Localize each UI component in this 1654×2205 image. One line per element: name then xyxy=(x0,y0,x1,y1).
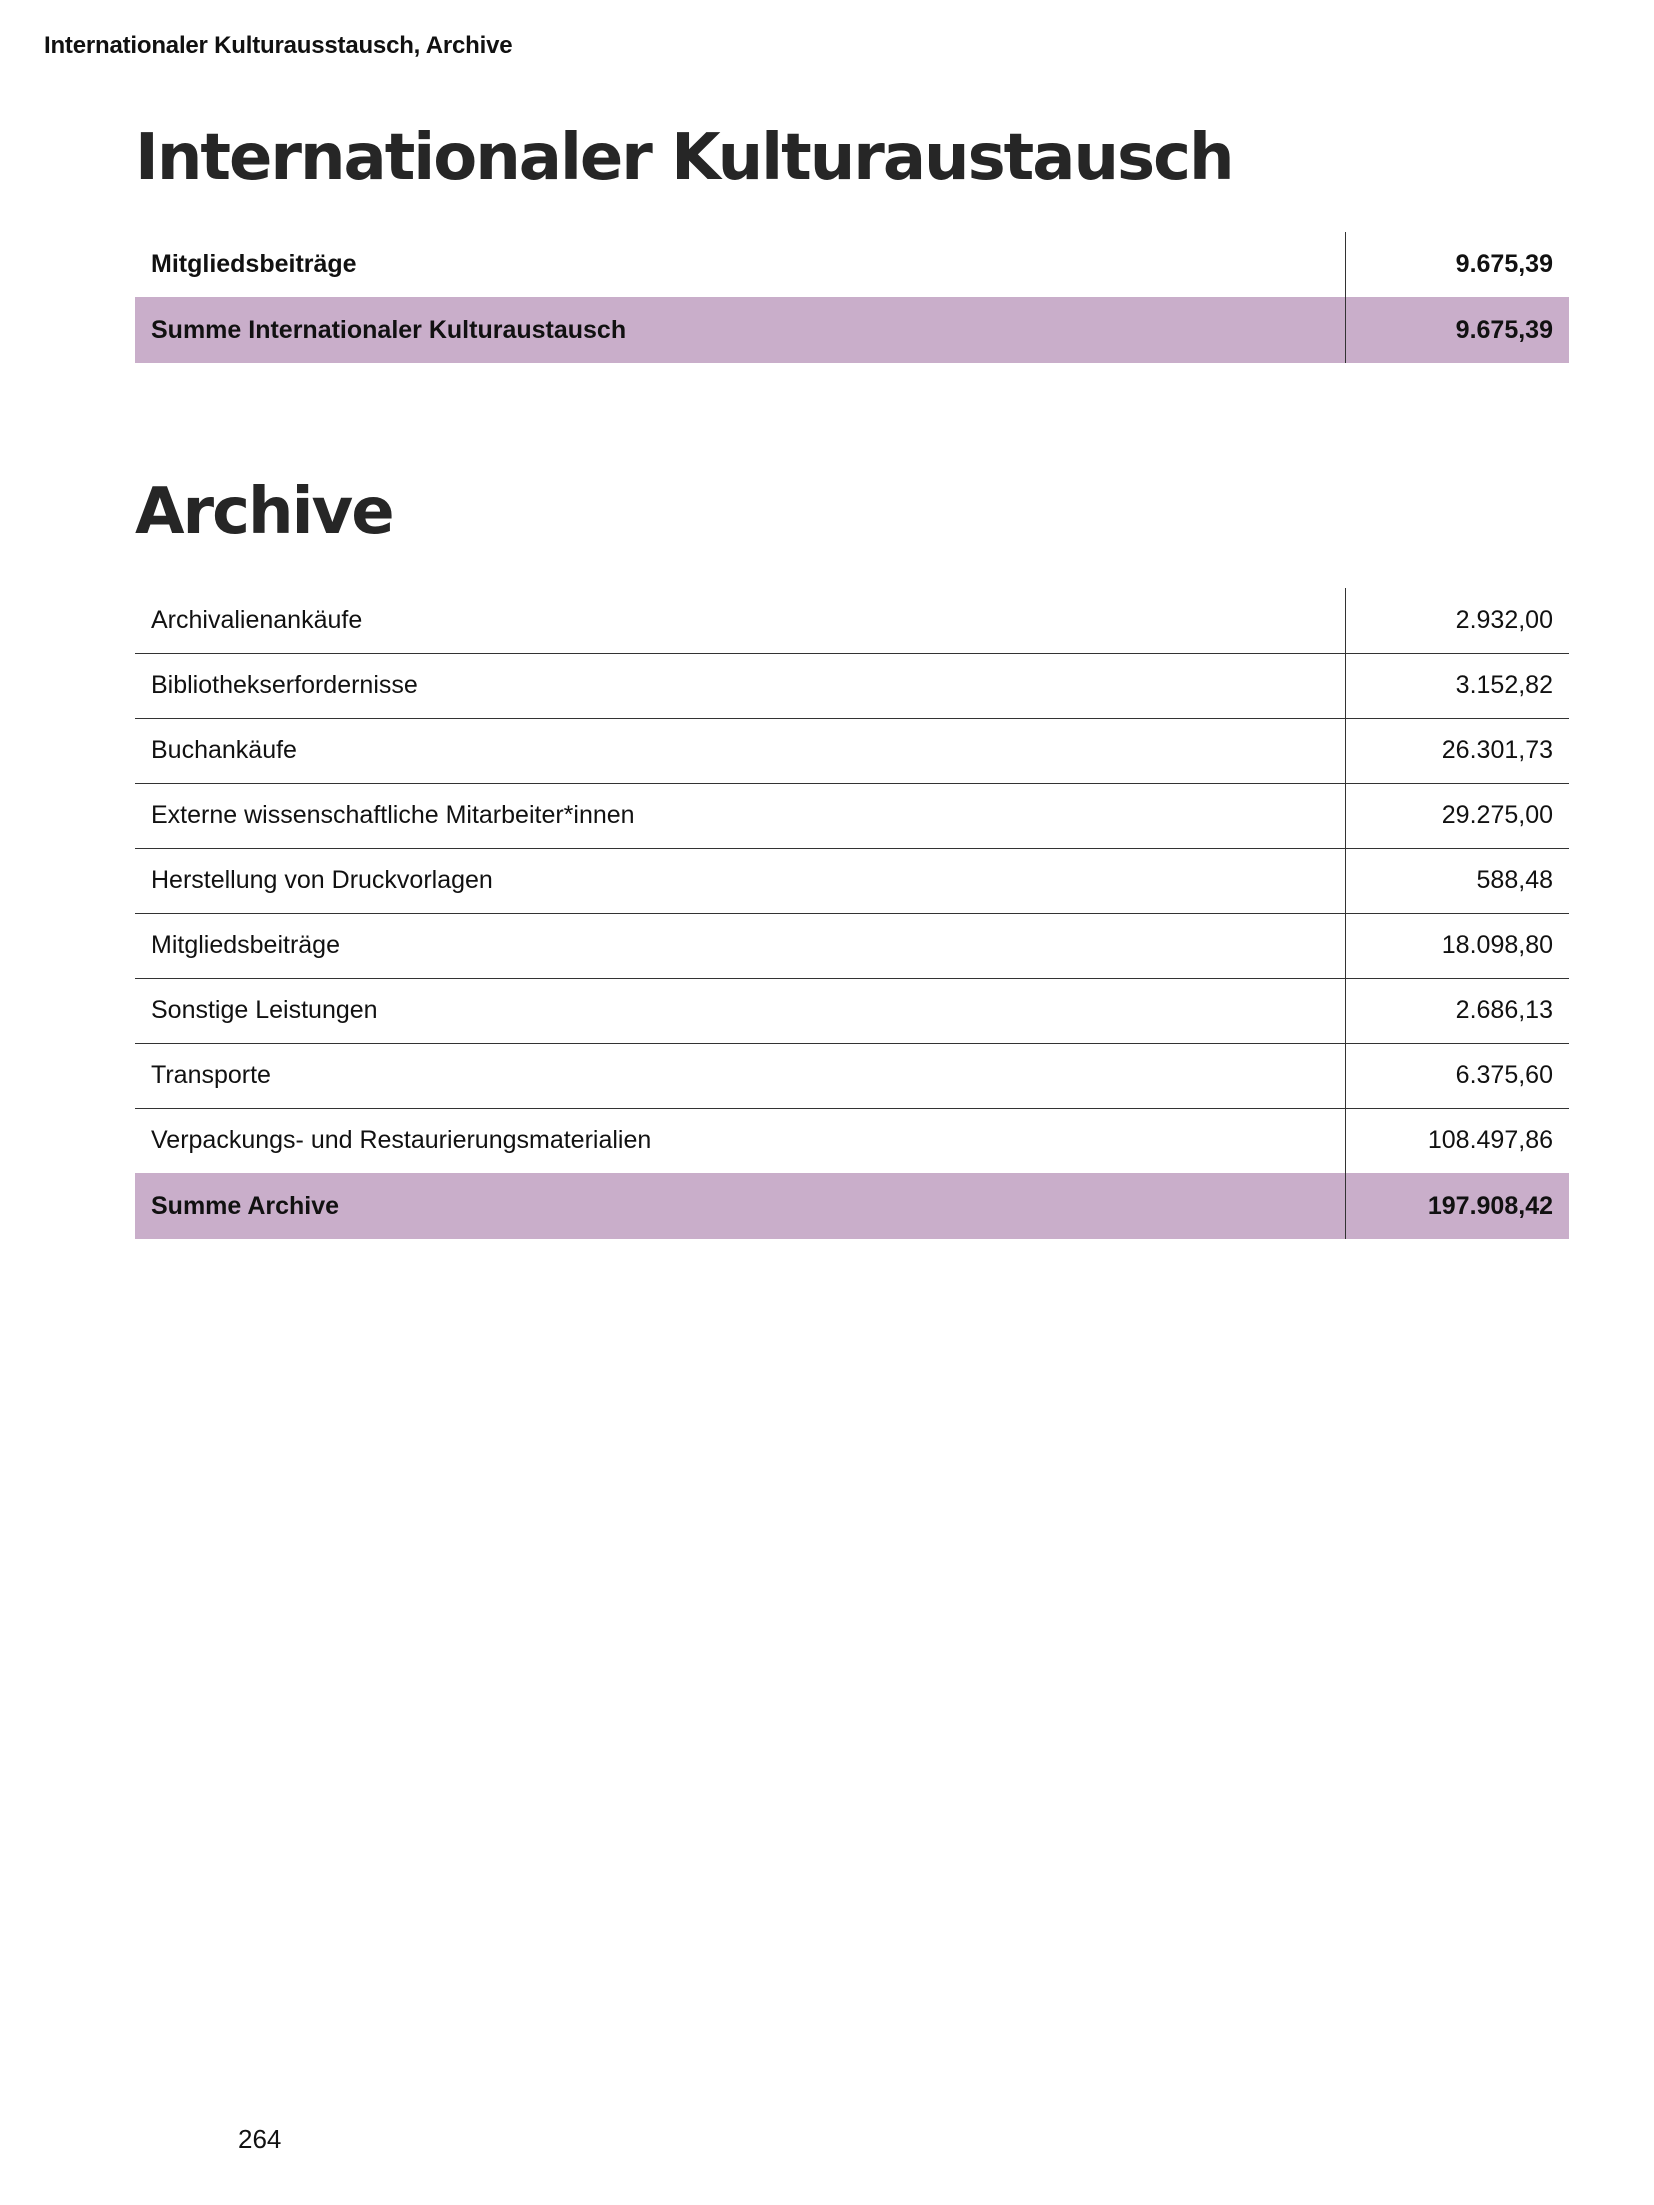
row-value: 3.152,82 xyxy=(1345,653,1569,718)
row-label: Archivalienankäufe xyxy=(135,588,1345,653)
row-value: 26.301,73 xyxy=(1345,718,1569,783)
row-value: 108.497,86 xyxy=(1345,1108,1569,1173)
sum-row xyxy=(135,297,1569,363)
table-row xyxy=(135,1043,1569,1108)
row-label: Buchankäufe xyxy=(135,718,1345,783)
row-label: Bibliothekserfordernisse xyxy=(135,653,1345,718)
row-value: 2.932,00 xyxy=(1345,588,1569,653)
row-value: 29.275,00 xyxy=(1345,783,1569,848)
row-value: 588,48 xyxy=(1345,848,1569,913)
row-value: 18.098,80 xyxy=(1345,913,1569,978)
table-row xyxy=(135,913,1569,978)
row-label: Sonstige Leistungen xyxy=(135,978,1345,1043)
table-row xyxy=(135,978,1569,1043)
sum-row xyxy=(135,1173,1569,1239)
sum-value: 197.908,42 xyxy=(1345,1173,1569,1239)
table-row xyxy=(135,718,1569,783)
kulturaustausch-table xyxy=(135,232,1569,363)
row-value: 2.686,13 xyxy=(1345,978,1569,1043)
page-number: 264 xyxy=(238,2124,282,2154)
table-row xyxy=(135,783,1569,848)
row-label: Herstellung von Druckvorlagen xyxy=(135,848,1345,913)
sum-label: Summe Archive xyxy=(135,1173,1345,1239)
row-label: Transporte xyxy=(135,1043,1345,1108)
section-title-kulturaustausch: Internationaler Kulturaustausch xyxy=(135,121,1233,195)
table-row xyxy=(135,588,1569,653)
table-row xyxy=(135,848,1569,913)
row-label: Mitgliedsbeiträge xyxy=(151,250,357,278)
row-label: Verpackungs- und Restaurierungsmaterialien xyxy=(151,1126,652,1155)
row-label: Externe wissenschaftliche Mitarbeiter*innen xyxy=(135,783,1345,848)
row-label: Mitgliedsbeiträge xyxy=(135,913,1345,978)
table-row xyxy=(135,1108,1569,1173)
section-title-archive: Archive xyxy=(135,475,393,549)
archive-table xyxy=(135,588,1569,1239)
sum-label: Summe Internationaler Kulturaustausch xyxy=(135,297,1345,363)
table-row xyxy=(135,653,1569,718)
section-archive xyxy=(135,475,1569,549)
running-header: Internationaler Kulturausstausch, Archive xyxy=(44,32,513,59)
sum-value: 9.675,39 xyxy=(1345,297,1569,363)
table-row xyxy=(135,232,1569,297)
row-value: 9.675,39 xyxy=(1345,232,1569,297)
section-kulturaustausch xyxy=(135,121,1569,195)
row-value: 6.375,60 xyxy=(1345,1043,1569,1108)
